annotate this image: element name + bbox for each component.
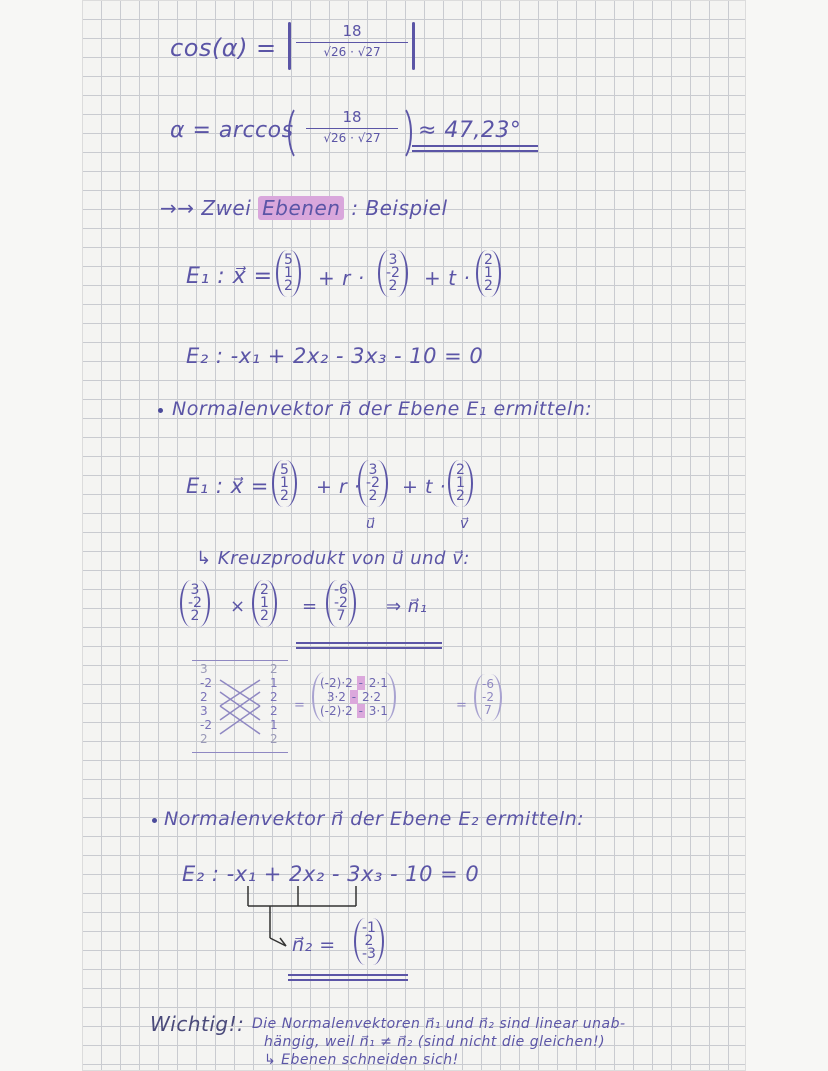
scheme-entry: 2: [270, 690, 278, 704]
implies-n1: ⇒ n⃗₁: [386, 596, 428, 617]
scheme-entry: 2: [270, 662, 278, 676]
v-label: v⃗: [460, 516, 469, 532]
normal1-support-vector: [272, 460, 297, 507]
double-underline-2: [412, 150, 538, 152]
scheme-entry: 1: [270, 676, 278, 690]
vec-entry: 2: [280, 488, 289, 504]
calc-final-vector: [474, 674, 502, 721]
vec-entry: -2: [366, 475, 380, 491]
vec-entry: 3: [190, 582, 200, 598]
vec-entry: 2: [388, 278, 398, 294]
scheme-col-left: [200, 662, 212, 746]
vec-entry: 2: [456, 462, 465, 478]
note-line-1: Die Normalenvektoren n⃗₁ und n⃗₂ sind linear unab-: [252, 1016, 626, 1032]
vec-entry: 2: [260, 608, 269, 624]
vec-entry: 2: [260, 582, 269, 598]
double-arrow-icon: →→: [160, 196, 195, 220]
vec-entry: 1: [260, 595, 269, 611]
e1-direction-vector-1: [378, 250, 408, 297]
double-underline-2: [288, 979, 408, 981]
vec-entry: 7: [484, 703, 492, 717]
scheme-entry: 2: [270, 704, 278, 718]
cross-vector-a: [180, 580, 210, 627]
vec-entry: 1: [280, 475, 289, 491]
normal1-heading: Normalenvektor n⃗ der Ebene E₁ ermitteln:: [172, 398, 593, 420]
vec-entry: 1: [484, 265, 493, 281]
scheme-equals: =: [294, 698, 305, 713]
vec-entry: 2: [484, 252, 493, 268]
cross-vector-b: [252, 580, 277, 627]
vec-entry: 5: [284, 252, 293, 268]
vec-entry: -6: [482, 677, 494, 691]
scheme-entry: 1: [270, 718, 278, 732]
cross-result-vector: [326, 580, 356, 627]
vec-entry: 3: [388, 252, 398, 268]
fraction-bar: [306, 128, 398, 129]
vec-entry: 1: [456, 475, 465, 491]
n2-vector: [354, 918, 384, 965]
vec-entry: 1: [284, 265, 293, 281]
normal1-t-label: + t ·: [402, 476, 446, 498]
normal1-r-label: + r ·: [316, 476, 361, 498]
vec-entry: 3: [368, 462, 378, 478]
scheme-entry: -2: [200, 718, 212, 732]
abs-bar-left: [288, 22, 291, 70]
vec-entry: 2: [284, 278, 293, 294]
normal2-heading: Normalenvektor n⃗ der Ebene E₂ ermitteln:: [164, 808, 585, 830]
fraction-bar: [296, 42, 408, 43]
double-underline-1: [296, 642, 442, 644]
u-label: u⃗: [366, 516, 376, 532]
arccos-result: ≈ 47,23°: [418, 118, 522, 143]
vec-entry: 2: [190, 608, 200, 624]
normal1-v-vector: [448, 460, 473, 507]
scheme-entry: 2: [200, 690, 208, 704]
e1-direction-vector-2: [476, 250, 501, 297]
cross-lines: [216, 676, 266, 738]
cross-product-note: ↳ Kreuzprodukt von u⃗ und v⃗:: [196, 548, 470, 569]
heading-highlight-ebenen: Ebenen: [258, 196, 344, 220]
vec-entry: 2: [368, 488, 378, 504]
scheme-bottom-line: [192, 752, 288, 753]
e2-equation: E₂ : -x₁ + 2x₂ - 3x₃ - 10 = 0: [186, 344, 484, 368]
e1-t-label: + t ·: [424, 266, 471, 290]
vec-entry: -2: [334, 595, 348, 611]
vec-entry: -2: [188, 595, 202, 611]
scheme-top-line: [192, 660, 288, 661]
scheme-entry: 2: [270, 732, 278, 746]
normal1-u-vector: [358, 460, 388, 507]
vec-entry: -2: [482, 690, 494, 704]
bullet-dot: [158, 408, 163, 413]
vec-entry: -6: [334, 582, 348, 598]
arccos-fraction: [306, 108, 398, 145]
double-underline-1: [412, 145, 538, 147]
vec-entry: -3: [362, 946, 376, 962]
abs-bar-right: [412, 22, 415, 70]
cos-numerator: 18: [342, 22, 362, 40]
e1-label: E₁ : x⃗ =: [186, 264, 273, 289]
vec-entry: 5: [280, 462, 289, 478]
paren-right: [386, 104, 412, 162]
normal2-equation: E₂ : -x₁ + 2x₂ - 3x₃ - 10 = 0: [182, 862, 480, 886]
heading-rest: : Beispiel: [351, 196, 448, 220]
cos-fraction: [296, 22, 408, 59]
normal1-e1-label: E₁ : x⃗ =: [186, 474, 269, 498]
double-underline-2: [296, 647, 442, 649]
times-sign: ×: [230, 596, 246, 617]
bullet-dot: [152, 818, 157, 823]
n2-label: n⃗₂ =: [292, 934, 336, 956]
note-line-2: hängig, weil n⃗₁ ≠ n⃗₂ (sind nicht die gleichen!): [264, 1034, 606, 1050]
note-line-3: ↳ Ebenen schneiden sich!: [264, 1052, 459, 1068]
vec-entry: -2: [386, 265, 400, 281]
scheme-entry: -2: [200, 676, 212, 690]
calc-row: 3·2 - 2·2: [326, 690, 382, 704]
section-heading: [160, 196, 448, 220]
calc-row: (-2)·2 - 3·1: [320, 704, 388, 718]
equals-sign: =: [302, 596, 318, 617]
e1-support-vector: [276, 250, 301, 297]
note-label: Wichtig!:: [150, 1012, 245, 1036]
calc-row: (-2)·2 - 2·1: [320, 676, 388, 690]
calc-vector: [312, 672, 396, 722]
e1-r-label: + r ·: [318, 266, 365, 290]
double-underline-1: [288, 974, 408, 976]
scheme-entry: 3: [200, 704, 208, 718]
scheme-col-right: [270, 662, 278, 746]
scheme-entry: 2: [200, 732, 208, 746]
grid-paper: [82, 0, 746, 1071]
arccos-denominator: √26 · √27: [323, 131, 381, 145]
scheme-entry: 3: [200, 662, 208, 676]
arccos-lhs: α = arccos: [170, 118, 294, 143]
cos-denominator: √26 · √27: [323, 45, 381, 59]
vec-entry: 2: [456, 488, 465, 504]
vec-entry: 2: [364, 933, 374, 949]
calc-equals: =: [456, 698, 467, 713]
cos-lhs: cos(α) =: [170, 34, 277, 62]
heading-word-zwei: Zwei: [201, 196, 252, 220]
vec-entry: -1: [362, 920, 376, 936]
arccos-numerator: 18: [342, 108, 362, 126]
vec-entry: 2: [484, 278, 493, 294]
vec-entry: 7: [336, 608, 346, 624]
